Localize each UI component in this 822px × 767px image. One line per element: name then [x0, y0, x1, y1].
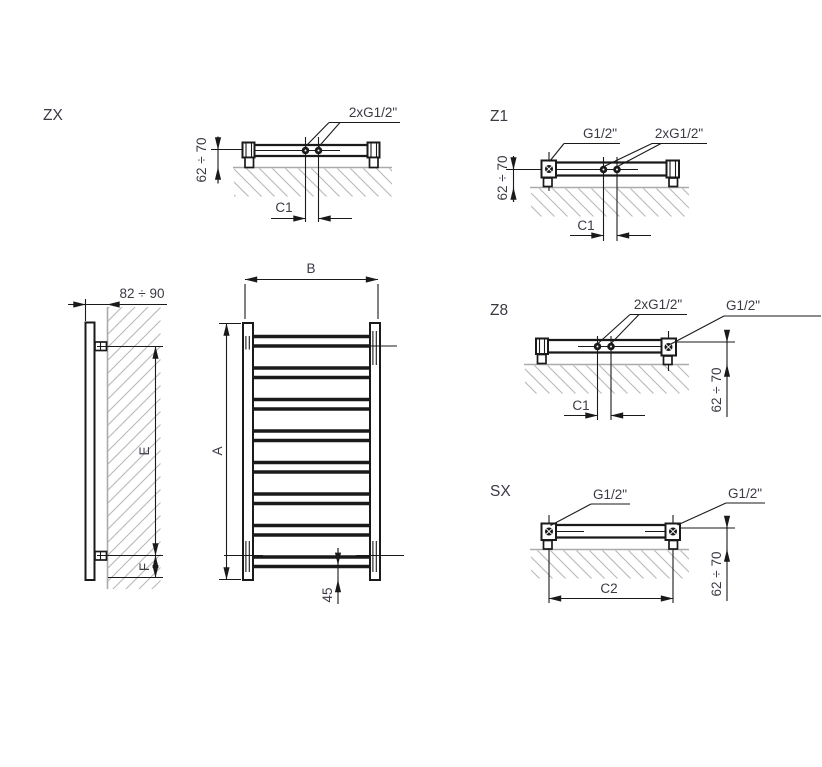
wall-hatch — [525, 366, 689, 394]
wall-offset-dim: 62 ÷ 70 — [709, 367, 724, 413]
center-connection-label: 2xG1/2" — [654, 126, 704, 141]
left-bracket-foot — [245, 158, 254, 168]
view-zx — [43, 105, 400, 222]
view-z1 — [490, 108, 707, 241]
leader-line — [319, 123, 341, 148]
wall-hatch — [234, 169, 392, 197]
wall-offset-dim: 62 ÷ 70 — [495, 155, 510, 201]
wall-offset-dim: 62 ÷ 70 — [194, 137, 209, 183]
wall-offset-dim: 62 ÷ 70 — [709, 551, 724, 597]
wall-hatch — [108, 307, 161, 589]
view-sx-label: SX — [490, 483, 511, 500]
c1-dim-label: C1 — [577, 218, 595, 233]
right-connection-label: G1/2" — [727, 486, 763, 501]
wall-hatch — [531, 189, 689, 217]
left-connection-label: G1/2" — [592, 487, 628, 502]
side-connection-label: G1/2" — [725, 298, 761, 313]
right-bracket-foot — [669, 541, 678, 550]
wall-hatch — [531, 551, 689, 579]
left-bracket-foot — [544, 541, 553, 550]
right-rail — [370, 323, 380, 580]
wall-distance-dim: 82 ÷ 90 — [119, 286, 165, 301]
left-bracket-foot — [544, 178, 553, 187]
b-dim-label: B — [306, 261, 316, 276]
view-front — [210, 261, 404, 604]
view-z8-label: Z8 — [490, 302, 509, 319]
right-bracket — [667, 161, 680, 178]
left-bracket — [536, 339, 548, 355]
radiator-side-profile — [86, 323, 95, 581]
center-connection-label: 2xG1/2" — [348, 105, 398, 120]
c1-dim-label: C1 — [572, 398, 590, 413]
leader-line — [306, 123, 330, 147]
view-z1-label: Z1 — [490, 108, 509, 125]
e-dim-label: E — [137, 446, 152, 456]
a-dim-label: A — [210, 446, 225, 456]
f-dim-label: F — [137, 562, 152, 572]
leader-line — [670, 316, 724, 345]
left-bracket-foot — [538, 355, 547, 364]
view-side — [68, 286, 167, 589]
c1-dim-label: C1 — [275, 200, 293, 215]
leader-line — [551, 504, 592, 526]
view-sx — [490, 483, 765, 603]
left-bracket — [243, 143, 255, 158]
side-connection-label: G1/2" — [582, 126, 618, 141]
c2-dim-label: C2 — [600, 581, 618, 596]
leader-line — [550, 144, 565, 162]
view-z8 — [490, 297, 821, 420]
right-bracket-foot — [664, 356, 673, 365]
rung-tubes — [253, 337, 370, 567]
leader-line — [678, 503, 727, 525]
right-bracket-foot — [669, 178, 678, 187]
right-bracket — [368, 143, 380, 158]
center-connection-label: 2xG1/2" — [633, 297, 683, 312]
view-zx-label: ZX — [43, 107, 63, 124]
right-bracket-foot — [370, 158, 379, 168]
bottom-offset-dim: 45 — [320, 587, 335, 603]
left-rail — [243, 323, 253, 580]
